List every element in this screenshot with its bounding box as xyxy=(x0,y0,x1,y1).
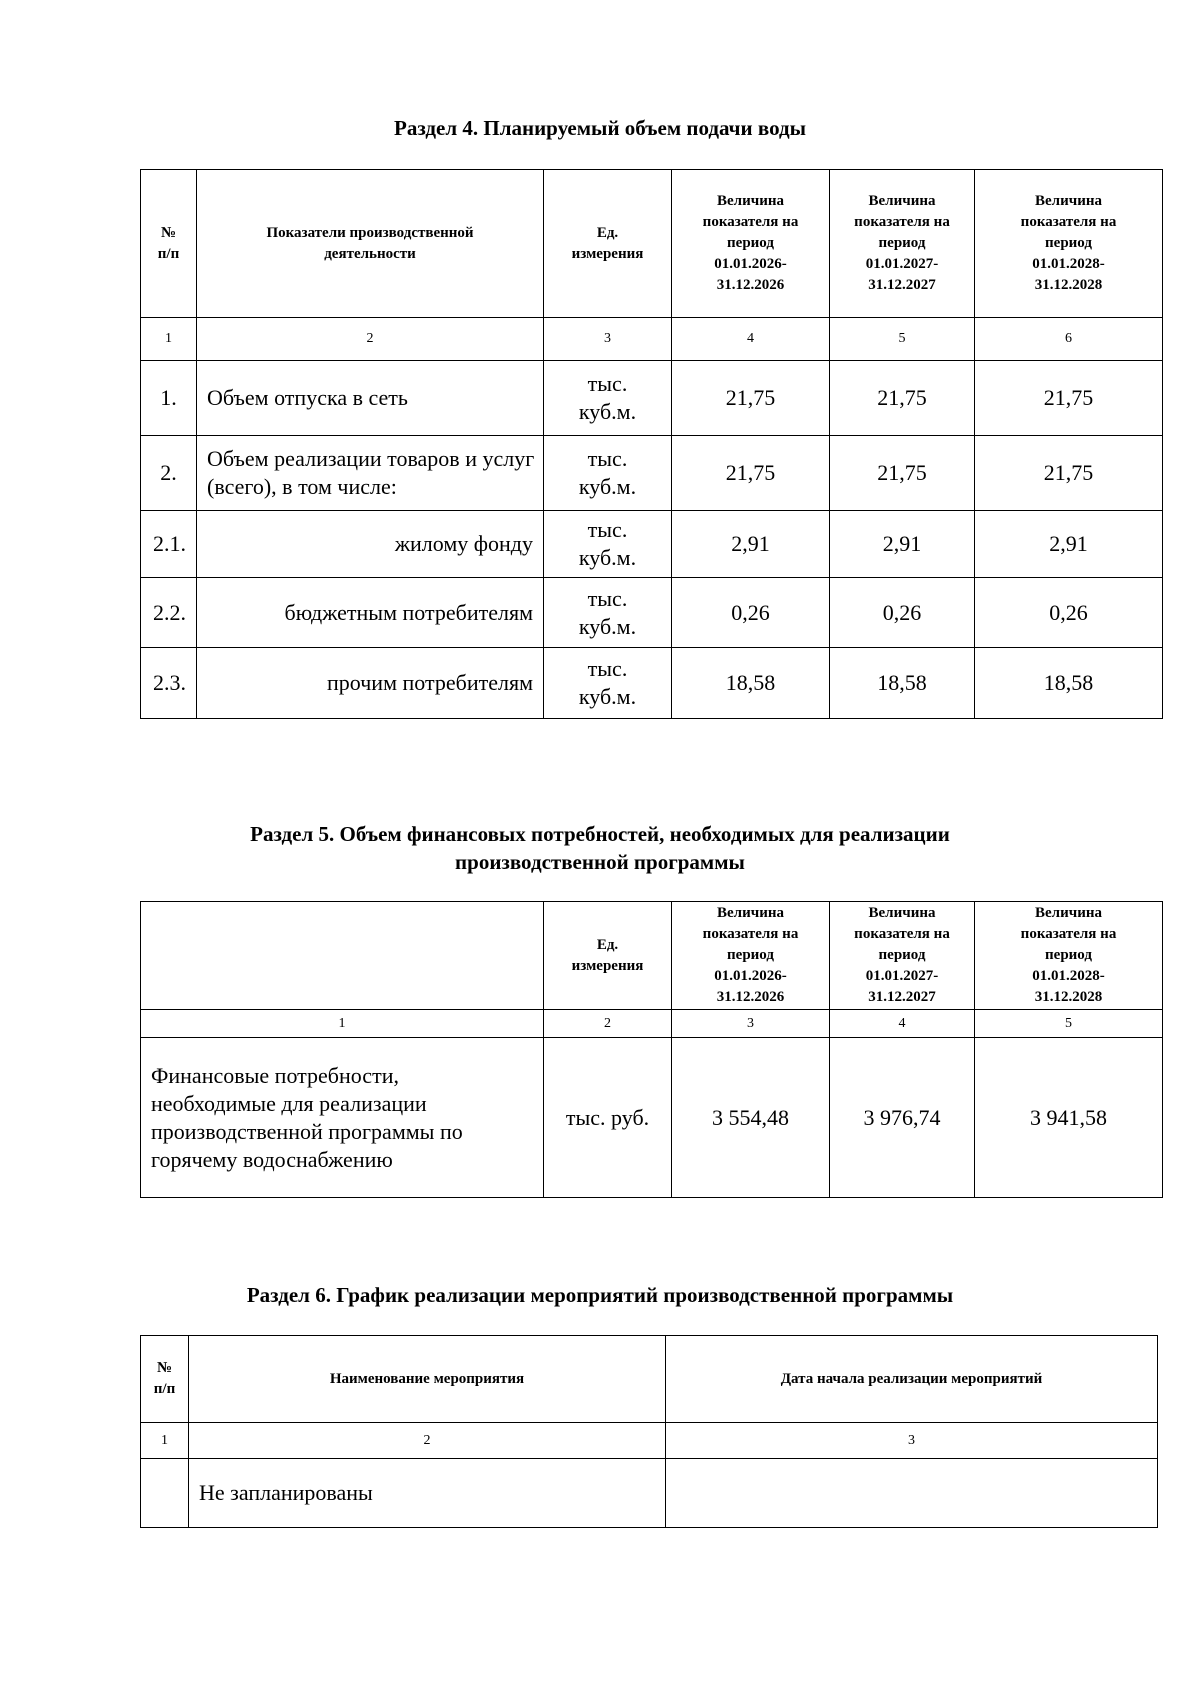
row-value-2027: 18,58 xyxy=(830,648,975,719)
row-unit: тыс. куб.м. xyxy=(544,361,672,436)
col-header-num: № п/п xyxy=(141,170,197,318)
table-row xyxy=(141,361,1163,436)
row-unit: тыс. руб. xyxy=(544,1038,672,1198)
table-row xyxy=(141,436,1163,511)
header-row xyxy=(141,170,1163,318)
row-value-2028: 0,26 xyxy=(975,578,1163,648)
col-index: 5 xyxy=(830,318,975,361)
header-row xyxy=(141,902,1163,1010)
table-row xyxy=(141,511,1163,578)
col-index: 5 xyxy=(975,1010,1163,1038)
table-row xyxy=(141,648,1163,719)
section5-title: Раздел 5. Объем финансовых потребностей, необходимых для реализации производственной программы xyxy=(250,822,950,874)
col-index: 6 xyxy=(975,318,1163,361)
row-unit: тыс. куб.м. xyxy=(544,511,672,578)
column-index-row xyxy=(141,318,1163,361)
col-header-period-2026: Величина показателя на период 01.01.2026-31.12.2026 xyxy=(672,170,830,318)
col-index: 3 xyxy=(672,1010,830,1038)
row-value-2026: 21,75 xyxy=(672,436,830,511)
row-value-2028: 2,91 xyxy=(975,511,1163,578)
table-row xyxy=(141,1038,1163,1198)
col-header-period-2028: Величина показателя на период 01.01.2028-31.12.2028 xyxy=(975,170,1163,318)
row-value-2027: 2,91 xyxy=(830,511,975,578)
col-index: 2 xyxy=(189,1423,666,1459)
water-supply-table xyxy=(140,169,1163,719)
col-header-start-date: Дата начала реализации мероприятий xyxy=(666,1336,1158,1423)
row-value-2027: 21,75 xyxy=(830,436,975,511)
col-index: 1 xyxy=(141,318,197,361)
table-row xyxy=(141,1459,1158,1528)
row-start-date xyxy=(666,1459,1158,1528)
col-header-activity: Наименование мероприятия xyxy=(189,1336,666,1423)
row-num: 2. xyxy=(141,436,197,511)
col-index: 2 xyxy=(197,318,544,361)
col-header-period-2026: Величина показателя на период 01.01.2026-31.12.2026 xyxy=(672,902,830,1010)
row-indicator: прочим потребителям xyxy=(197,648,544,719)
col-header-unit: Ед. измерения xyxy=(544,170,672,318)
row-value-2026: 0,26 xyxy=(672,578,830,648)
col-header-unit: Ед. измерения xyxy=(544,902,672,1010)
col-index: 3 xyxy=(544,318,672,361)
col-header-num: № п/п xyxy=(141,1336,189,1423)
table-row xyxy=(141,578,1163,648)
row-value-2026: 2,91 xyxy=(672,511,830,578)
row-unit: тыс. куб.м. xyxy=(544,436,672,511)
row-value-2027: 21,75 xyxy=(830,361,975,436)
section4-title: Раздел 4. Планируемый объем подачи воды xyxy=(394,116,806,140)
column-index-row xyxy=(141,1010,1163,1038)
col-header-indicator: Показатели производственной деятельности xyxy=(197,170,544,318)
section6-title: Раздел 6. График реализации мероприятий производственной программы xyxy=(246,1283,954,1307)
row-indicator: бюджетным потребителям xyxy=(197,578,544,648)
col-header-period-2028: Величина показателя на период 01.01.2028-31.12.2028 xyxy=(975,902,1163,1010)
row-value-2028: 21,75 xyxy=(975,361,1163,436)
row-indicator: жилому фонду xyxy=(197,511,544,578)
row-activity: Не запланированы xyxy=(189,1459,666,1528)
col-index: 4 xyxy=(672,318,830,361)
row-unit: тыс. куб.м. xyxy=(544,578,672,648)
row-value-2027: 3 976,74 xyxy=(830,1038,975,1198)
col-index: 2 xyxy=(544,1010,672,1038)
row-indicator: Объем отпуска в сеть xyxy=(197,361,544,436)
row-value-2028: 18,58 xyxy=(975,648,1163,719)
row-indicator: Объем реализации товаров и услуг (всего), в том числе: xyxy=(197,436,544,511)
activities-schedule-table xyxy=(140,1335,1158,1528)
column-index-row xyxy=(141,1423,1158,1459)
col-index: 4 xyxy=(830,1010,975,1038)
col-header-period-2027: Величина показателя на период 01.01.2027-31.12.2027 xyxy=(830,902,975,1010)
row-value-2026: 21,75 xyxy=(672,361,830,436)
row-indicator: Финансовые потребности, необходимые для реализации производственной программы по горячему водоснабжению xyxy=(141,1038,544,1198)
row-num: 2.1. xyxy=(141,511,197,578)
row-value-2026: 3 554,48 xyxy=(672,1038,830,1198)
row-unit: тыс. куб.м. xyxy=(544,648,672,719)
row-num xyxy=(141,1459,189,1528)
row-value-2026: 18,58 xyxy=(672,648,830,719)
col-index: 1 xyxy=(141,1423,189,1459)
col-index: 1 xyxy=(141,1010,544,1038)
row-value-2028: 21,75 xyxy=(975,436,1163,511)
financial-needs-table xyxy=(140,901,1163,1198)
row-num: 2.2. xyxy=(141,578,197,648)
col-header-period-2027: Величина показателя на период 01.01.2027-31.12.2027 xyxy=(830,170,975,318)
row-value-2028: 3 941,58 xyxy=(975,1038,1163,1198)
row-value-2027: 0,26 xyxy=(830,578,975,648)
col-index: 3 xyxy=(666,1423,1158,1459)
row-num: 1. xyxy=(141,361,197,436)
col-header-empty xyxy=(141,902,544,1010)
row-num: 2.3. xyxy=(141,648,197,719)
header-row xyxy=(141,1336,1158,1423)
